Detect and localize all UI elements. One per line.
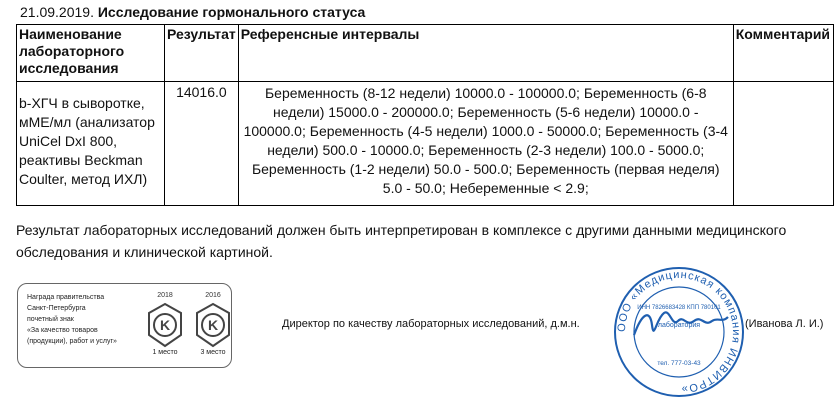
- award-medal-2016: [190, 292, 236, 356]
- medal-place: 1 место: [152, 349, 178, 356]
- award-line: «За качество товаров: [27, 327, 98, 334]
- signer-name: (Иванова Л. И.): [745, 318, 824, 330]
- report-title: Исследование гормонального статуса: [97, 4, 366, 20]
- test-result-cell: 14016.0: [165, 82, 239, 206]
- award-line: Санкт-Петербурга: [27, 305, 86, 312]
- stamp-ring-text: ООО «Медицинская компания ИНВИТРО»: [615, 268, 743, 396]
- table-row: [17, 82, 834, 206]
- award-medal-2018: [142, 292, 188, 356]
- report-date: 21.09.2019.: [20, 4, 94, 20]
- company-stamp: [612, 265, 746, 399]
- stamp-phone: тел. 777-03-43: [657, 360, 701, 367]
- award-line: Награда правительства: [27, 294, 105, 301]
- stamp-inn: ИНН 7826683428 КПП 780101: [637, 305, 721, 311]
- document-header: [20, 4, 365, 20]
- column-header-comment: Комментарий: [733, 25, 833, 82]
- column-header-name: Наименование лабораторного исследования: [17, 25, 165, 82]
- medal-year: 2016: [205, 292, 221, 299]
- award-line: (продукции), работ и услуг»: [27, 338, 117, 345]
- medal-place: 3 место: [200, 349, 226, 356]
- medal-letter: K: [159, 317, 171, 333]
- signer-position: Директор по качеству лабораторных исследований, д.м.н.: [282, 318, 580, 330]
- medal-year: 2018: [157, 292, 173, 299]
- table-header-row: [17, 25, 834, 82]
- award-line: почетный знак: [27, 316, 74, 323]
- reference-interval-cell: Беременность (8-12 недели) 10000.0 - 100000.0; Беременность (6-8 недели) 15000.0 - 200000.0; Беременность (5-6 недели) 10000.0 - 100000.0; Беременность (4-5 недели) 1000.0 - 50000.0; Беременность (3-4 недели) 500.0 - 10000.0; Беременность (2-3 недели) 100.0 - 5000.0; Беременность (1-2 недели) 50.0 - 500.0; Беременность (первая неделя) 5.0 - 50.0; Небеременные < 2.9;: [238, 82, 733, 206]
- results-table: [16, 24, 834, 206]
- comment-cell: [733, 82, 833, 206]
- award-text: [27, 292, 132, 347]
- quality-mark-icon: [193, 302, 233, 348]
- column-header-result: Результат: [165, 25, 239, 82]
- interpretation-note: Результат лабораторных исследований должен быть интерпретирован в комплексе с другими данными медицинского обследования и клинической картиной.: [16, 222, 787, 260]
- column-header-reference: Референсные интервалы: [238, 25, 733, 82]
- test-name-cell: b-ХГЧ в сыворотке, мМЕ/мл (анализатор UniCel DxI 800, реактивы Beckman Coulter, метод ИХЛ): [17, 82, 165, 206]
- quality-mark-icon: [145, 302, 185, 348]
- stamp-center-text: лаборатория: [657, 322, 701, 329]
- quality-award-badge: [17, 283, 232, 368]
- medal-letter: K: [207, 317, 219, 333]
